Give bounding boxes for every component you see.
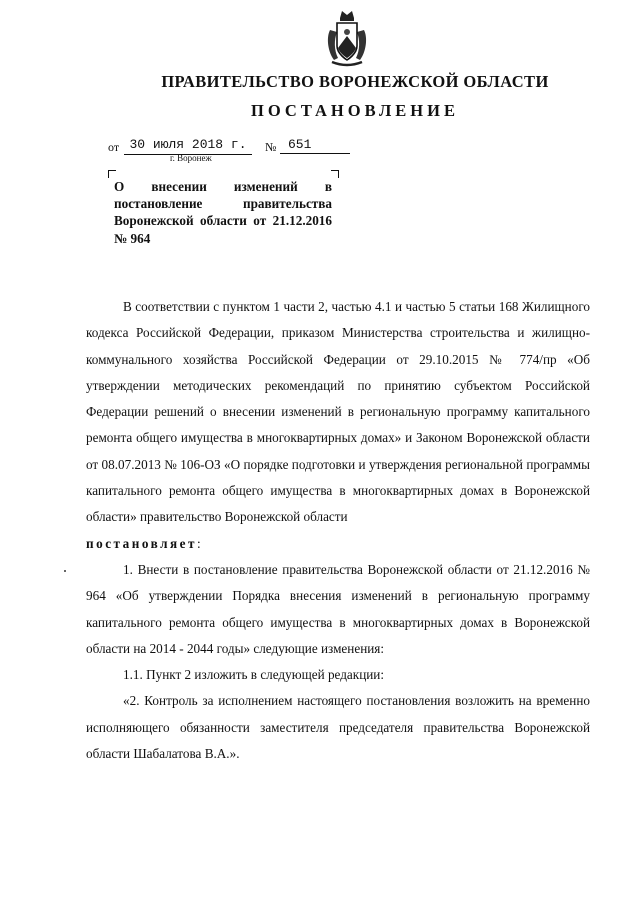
document-body bbox=[86, 294, 590, 767]
coat-of-arms-icon bbox=[322, 8, 372, 68]
government-title: ПРАВИТЕЛЬСТВО ВОРОНЕЖСКОЙ ОБЛАСТИ bbox=[161, 72, 549, 91]
city-label: г. Воронеж bbox=[170, 153, 212, 163]
item-1-1-paragraph: 1.1. Пункт 2 изложить в следующей редакции: bbox=[123, 667, 385, 683]
corner-mark-right bbox=[331, 170, 339, 178]
document-type-title: ПОСТАНОВЛЕНИЕ bbox=[251, 101, 459, 120]
decree-line bbox=[86, 531, 590, 557]
preamble-paragraph bbox=[86, 294, 590, 531]
item-1-paragraph: 1. Внести в постановление правительства Воронежской области от 21.12.2016 № 964 «Об утверждении Порядка внесения изменений в региональную программу капитального ремонта общего имущества в многоквартирных домах в Воронежской области на 2014 - 2044 годы» следующие изменения: bbox=[86, 561, 590, 656]
document-date: 30 июля 2018 г. bbox=[124, 138, 252, 155]
decree-word: постановляет bbox=[86, 535, 197, 551]
corner-mark-left bbox=[108, 170, 116, 178]
document-subject: О внесении изменений в постановление правительства Воронежской области от 21.12.2016 № 964 bbox=[114, 179, 332, 246]
date-prefix: от bbox=[108, 140, 120, 154]
number-prefix: № bbox=[265, 140, 277, 154]
document-number: 651 bbox=[280, 138, 350, 154]
decree-colon: : bbox=[196, 535, 201, 551]
scan-speck bbox=[64, 570, 66, 572]
preamble-text: В соответствии с пунктом 1 части 2, частью 4.1 и частью 5 статьи 168 Жилищного кодекса Российской Федерации, приказом Министерства строительства и жилищно-коммунального хозяйства Российской Федерации от 29.10.2015 № 774/пр «Об утверждении методических рекомендаций по принятию субъектом Российской Федерации решений о внесении изменений в региональную программу капитального ремонта общего имущества в многоквартирных домах» и Законом Воронежской области от 08.07.2013 № 106-ОЗ «О порядке подготовки и утверждения региональной программы капитального ремонта общего имущества в многоквартирных домах в Воронежской области» правительство Воронежской области bbox=[86, 299, 590, 525]
quoted-paragraph: «2. Контроль за исполнением настоящего постановления возложить на временно исполняющего обязанности заместителя председателя правительства Воронежской области Шабалатова В.А.». bbox=[86, 693, 590, 762]
